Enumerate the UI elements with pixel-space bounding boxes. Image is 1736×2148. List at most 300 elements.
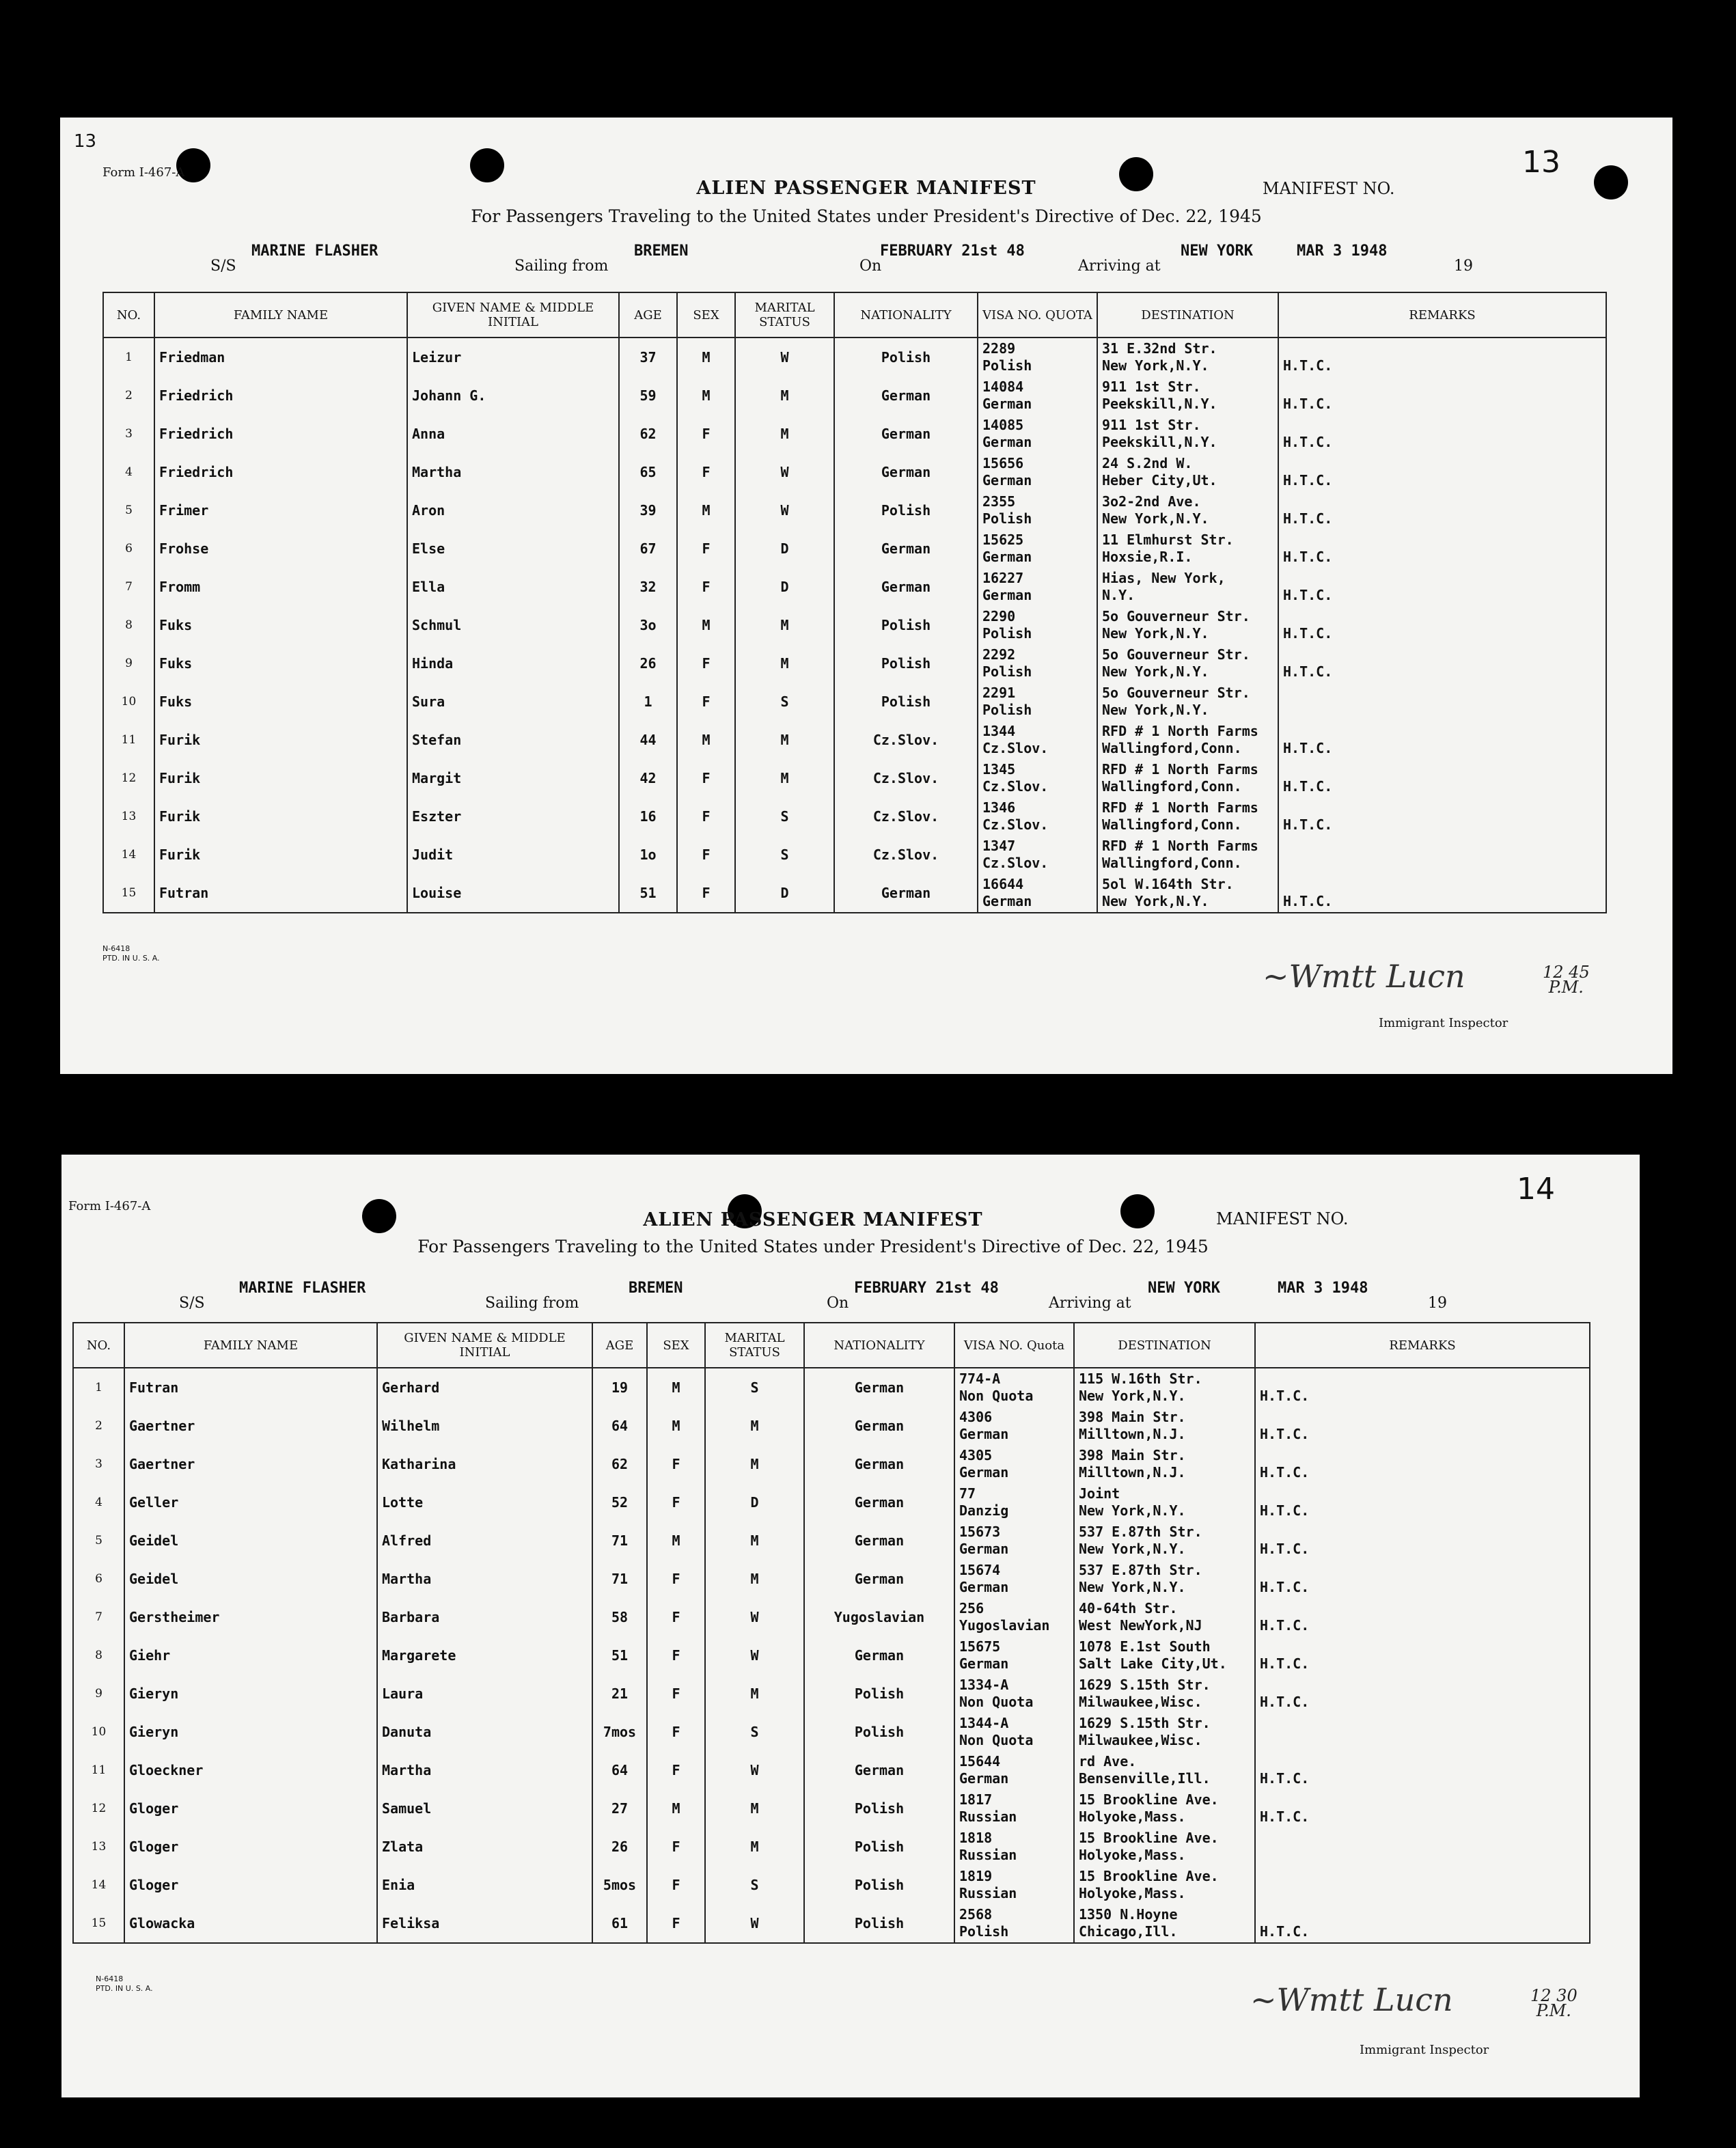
remarks-spacer xyxy=(1260,1906,1585,1923)
cell-nationality: German xyxy=(834,529,978,568)
cell-age: 51 xyxy=(592,1636,647,1675)
cell-rem: H.T.C. xyxy=(1283,510,1333,527)
manifest-number-value: 14 xyxy=(1517,1172,1555,1207)
cell-age: 42 xyxy=(619,759,677,797)
cell-destination xyxy=(1097,836,1278,874)
cell-quota: Russian xyxy=(959,1847,1017,1863)
cell-sex: F xyxy=(647,1483,705,1522)
cell-family: Friedrich xyxy=(154,453,407,491)
cell-quota: Polish xyxy=(982,663,1032,680)
table-row xyxy=(103,836,1606,874)
cell-quota: Polish xyxy=(982,625,1032,642)
cell-marital: M xyxy=(735,606,834,644)
cell-visa xyxy=(954,1828,1074,1866)
cell-given: Leizur xyxy=(407,338,619,376)
cell-age: 21 xyxy=(592,1675,647,1713)
cell-visa: 16227 xyxy=(982,570,1024,586)
cell-destination xyxy=(1097,606,1278,644)
cell-no: 8 xyxy=(73,1636,124,1675)
remarks-spacer xyxy=(1283,876,1601,893)
cell-dest1: 398 Main Str. xyxy=(1079,1447,1186,1463)
cell-marital: M xyxy=(705,1560,804,1598)
cell-age: 39 xyxy=(619,491,677,529)
cell-remarks xyxy=(1255,1713,1590,1751)
cell-nationality: German xyxy=(804,1407,954,1445)
remarks-spacer xyxy=(1260,1753,1585,1770)
table-body xyxy=(103,338,1606,913)
cell-family: Gloeckner xyxy=(124,1751,377,1789)
cell-destination xyxy=(1074,1866,1255,1904)
cell-dest1: 1629 S.15th Str. xyxy=(1079,1715,1211,1731)
cell-sex: F xyxy=(677,415,735,453)
cell-age: 67 xyxy=(619,529,677,568)
cell-nationality: Polish xyxy=(804,1675,954,1713)
cell-rem: H.T.C. xyxy=(1260,1388,1310,1404)
arrive-date: MAR 3 1948 xyxy=(1297,243,1388,260)
cell-destination xyxy=(1074,1675,1255,1713)
column-header: SEX xyxy=(677,292,735,338)
cell-sex: F xyxy=(677,874,735,913)
cell-visa: 1347 xyxy=(982,838,1016,854)
cell-no: 10 xyxy=(103,683,154,721)
column-header: SEX xyxy=(647,1323,705,1368)
cell-family: Gieryn xyxy=(124,1675,377,1713)
remarks-spacer xyxy=(1283,608,1601,625)
cell-no: 14 xyxy=(73,1866,124,1904)
cell-visa xyxy=(978,683,1097,721)
cell-given: Margarete xyxy=(377,1636,592,1675)
cell-marital: S xyxy=(735,797,834,836)
signing-time xyxy=(1530,1988,1577,2018)
cell-dest1: 5o Gouverneur Str. xyxy=(1102,646,1250,663)
cell-sex: F xyxy=(647,1866,705,1904)
sailing-from: BREMEN xyxy=(634,243,689,260)
cell-nationality: German xyxy=(804,1368,954,1407)
cell-dest2: Milwaukee,Wisc. xyxy=(1079,1694,1202,1710)
cell-dest1: 15 Brookline Ave. xyxy=(1079,1868,1219,1884)
cell-sex: F xyxy=(647,1598,705,1636)
cell-given: Eszter xyxy=(407,797,619,836)
cell-visa: 1344-A xyxy=(959,1715,1009,1731)
cell-marital: M xyxy=(705,1522,804,1560)
cell-marital: M xyxy=(705,1828,804,1866)
cell-remarks xyxy=(1278,529,1606,568)
cell-visa: 1819 xyxy=(959,1868,993,1884)
cell-age: 1 xyxy=(619,683,677,721)
cell-no: 4 xyxy=(73,1483,124,1522)
column-header: MARITAL STATUS xyxy=(705,1323,804,1368)
cell-sex: F xyxy=(677,836,735,874)
cell-no: 3 xyxy=(73,1445,124,1483)
inspector-signature: ~​​Wm​​​​tt Lucn xyxy=(1263,958,1465,995)
table-row xyxy=(103,644,1606,683)
cell-dest2: New York,N.Y. xyxy=(1102,357,1209,374)
cell-destination xyxy=(1074,1713,1255,1751)
cell-visa xyxy=(978,415,1097,453)
cell-nationality: German xyxy=(834,568,978,606)
manifest-sheet-14 xyxy=(61,1155,1640,2097)
cell-marital: W xyxy=(705,1904,804,1943)
cell-rem: H.T.C. xyxy=(1260,1502,1310,1519)
cell-sex: F xyxy=(647,1560,705,1598)
cell-nationality: Cz.Slov. xyxy=(834,797,978,836)
cell-given: Else xyxy=(407,529,619,568)
cell-quota: German xyxy=(982,587,1032,603)
cell-dest2: Peekskill,N.Y. xyxy=(1102,396,1217,412)
cell-age: 26 xyxy=(619,644,677,683)
remarks-spacer xyxy=(1283,340,1601,357)
cell-dest1: 24 S.2nd W. xyxy=(1102,455,1193,471)
cell-given: Gerhard xyxy=(377,1368,592,1407)
cell-family: Gaertner xyxy=(124,1407,377,1445)
cell-remarks xyxy=(1278,836,1606,874)
cell-marital: W xyxy=(705,1751,804,1789)
cell-age: 26 xyxy=(592,1828,647,1866)
cell-nationality: Polish xyxy=(834,491,978,529)
cell-quota: German xyxy=(982,396,1032,412)
cell-given: Aron xyxy=(407,491,619,529)
cell-quota: German xyxy=(959,1655,1009,1672)
cell-quota: German xyxy=(982,472,1032,488)
cell-family: Geidel xyxy=(124,1522,377,1560)
cell-nationality: Polish xyxy=(834,338,978,376)
cell-given: Samuel xyxy=(377,1789,592,1828)
column-header: MARITAL STATUS xyxy=(735,292,834,338)
table-row xyxy=(73,1904,1590,1943)
cell-family: Futran xyxy=(124,1368,377,1407)
cell-rem: H.T.C. xyxy=(1283,549,1333,565)
cell-sex: F xyxy=(677,529,735,568)
cell-remarks xyxy=(1278,606,1606,644)
cell-nationality: German xyxy=(804,1636,954,1675)
cell-nationality: German xyxy=(834,453,978,491)
cell-rem: H.T.C. xyxy=(1260,1579,1310,1595)
cell-visa: 15674 xyxy=(959,1562,1001,1578)
cell-sex: F xyxy=(677,568,735,606)
corner-mark: 13 xyxy=(74,131,97,152)
cell-dest1: 11 Elmhurst Str. xyxy=(1102,532,1234,548)
voyage-line xyxy=(61,1280,1640,1315)
cell-given: Stefan xyxy=(407,721,619,759)
table-row xyxy=(73,1445,1590,1483)
cell-no: 15 xyxy=(73,1904,124,1943)
cell-dest1: 15 Brookline Ave. xyxy=(1079,1791,1219,1808)
cell-quota: Danzig xyxy=(959,1502,1009,1519)
printer-code-line1: N-6418 xyxy=(96,1974,124,1983)
cell-no: 11 xyxy=(103,721,154,759)
cell-age: 32 xyxy=(619,568,677,606)
column-header: REMARKS xyxy=(1278,292,1606,338)
table-row xyxy=(73,1636,1590,1675)
cell-no: 8 xyxy=(103,606,154,644)
cell-visa xyxy=(978,836,1097,874)
cell-no: 2 xyxy=(73,1407,124,1445)
passenger-table xyxy=(102,292,1607,913)
cell-sex: F xyxy=(647,1904,705,1943)
cell-rem: H.T.C. xyxy=(1283,663,1333,680)
cell-remarks xyxy=(1278,874,1606,913)
cell-given: Martha xyxy=(407,453,619,491)
on-label: On xyxy=(859,258,882,275)
cell-no: 5 xyxy=(73,1522,124,1560)
cell-quota: German xyxy=(959,1426,1009,1442)
cell-remarks xyxy=(1278,644,1606,683)
cell-quota: German xyxy=(959,1770,1009,1787)
cell-sex: F xyxy=(677,644,735,683)
cell-visa xyxy=(954,1636,1074,1675)
cell-age: 65 xyxy=(619,453,677,491)
cell-remarks xyxy=(1278,376,1606,415)
column-header: NO. xyxy=(73,1323,124,1368)
remarks-spacer xyxy=(1260,1877,1585,1894)
cell-visa xyxy=(954,1751,1074,1789)
cell-family: Fromm xyxy=(154,568,407,606)
cell-family: Futran xyxy=(154,874,407,913)
cell-sex: M xyxy=(677,606,735,644)
remarks-spacer xyxy=(1283,532,1601,549)
signing-time-suffix: P.M. xyxy=(1548,978,1584,997)
cell-dest2: Holyoke,Mass. xyxy=(1079,1885,1186,1901)
cell-remarks xyxy=(1278,759,1606,797)
cell-age: 58 xyxy=(592,1598,647,1636)
cell-visa: 15656 xyxy=(982,455,1024,471)
cell-family: Gaertner xyxy=(124,1445,377,1483)
cell-age: 62 xyxy=(592,1445,647,1483)
signing-time-value: 12 30 xyxy=(1530,1986,1577,2005)
column-header: VISA NO. Quota xyxy=(954,1323,1074,1368)
cell-visa: 14084 xyxy=(982,378,1024,395)
cell-rem: H.T.C. xyxy=(1283,587,1333,603)
cell-sex: F xyxy=(647,1675,705,1713)
cell-rem: H.T.C. xyxy=(1283,625,1333,642)
signing-time xyxy=(1543,965,1590,995)
subtitle: For Passengers Traveling to the United States under President's Directive of Dec. 22, 1945 xyxy=(471,206,1262,226)
cell-quota: Cz.Slov. xyxy=(982,855,1049,871)
ss-label: S/S xyxy=(210,258,236,275)
cell-dest1: Hias, New York, xyxy=(1102,570,1226,586)
cell-marital: S xyxy=(705,1368,804,1407)
cell-nationality: German xyxy=(834,415,978,453)
cell-dest2: N.Y. xyxy=(1102,587,1135,603)
cell-given: Martha xyxy=(377,1560,592,1598)
year-label: 19 xyxy=(1454,258,1473,275)
cell-dest1: rd Ave. xyxy=(1079,1753,1137,1770)
table-row xyxy=(73,1368,1590,1407)
table-row xyxy=(73,1828,1590,1866)
cell-visa: 16644 xyxy=(982,876,1024,892)
cell-dest2: New York,N.Y. xyxy=(1102,893,1209,909)
column-header: AGE xyxy=(592,1323,647,1368)
cell-quota: German xyxy=(982,434,1032,450)
cell-sex: M xyxy=(647,1522,705,1560)
cell-destination xyxy=(1074,1636,1255,1675)
cell-dest1: 537 E.87th Str. xyxy=(1079,1562,1202,1578)
cell-sex: F xyxy=(677,683,735,721)
table-row xyxy=(73,1713,1590,1751)
cell-no: 12 xyxy=(103,759,154,797)
cell-nationality: Cz.Slov. xyxy=(834,721,978,759)
column-header: NATIONALITY xyxy=(804,1323,954,1368)
cell-dest1: 3o2-2nd Ave. xyxy=(1102,493,1201,510)
cell-dest1: Joint xyxy=(1079,1485,1120,1502)
cell-family: Frimer xyxy=(154,491,407,529)
cell-dest1: 1350 N.Hoyne xyxy=(1079,1906,1178,1923)
cell-no: 13 xyxy=(73,1828,124,1866)
ship-name: MARINE FLASHER xyxy=(251,243,378,260)
cell-visa: 14085 xyxy=(982,417,1024,433)
cell-sex: F xyxy=(677,453,735,491)
remarks-spacer xyxy=(1283,417,1601,434)
column-header: REMARKS xyxy=(1255,1323,1590,1368)
cell-given: Zlata xyxy=(377,1828,592,1866)
signing-time-suffix: P.M. xyxy=(1536,2001,1571,2020)
cell-given: Wilhelm xyxy=(377,1407,592,1445)
cell-age: 1o xyxy=(619,836,677,874)
cell-dest2: West NewYork,NJ xyxy=(1079,1617,1202,1634)
cell-nationality: German xyxy=(834,376,978,415)
cell-remarks xyxy=(1278,415,1606,453)
cell-family: Furik xyxy=(154,759,407,797)
cell-dest1: 31 E.32nd Str. xyxy=(1102,340,1217,357)
remarks-spacer xyxy=(1283,693,1601,711)
cell-given: Louise xyxy=(407,874,619,913)
cell-destination xyxy=(1097,568,1278,606)
cell-age: 62 xyxy=(619,415,677,453)
cell-remarks xyxy=(1255,1828,1590,1866)
manifest-number xyxy=(1263,179,1395,198)
cell-dest1: 398 Main Str. xyxy=(1079,1409,1186,1425)
cell-visa: 256 xyxy=(959,1600,984,1616)
cell-rem: H.T.C. xyxy=(1260,1541,1310,1557)
cell-given: Lotte xyxy=(377,1483,592,1522)
cell-rem: H.T.C. xyxy=(1283,893,1333,909)
cell-age: 52 xyxy=(592,1483,647,1522)
remarks-spacer xyxy=(1283,570,1601,587)
printer-code-line2: PTD. IN U. S. A. xyxy=(96,1984,153,1993)
cell-visa xyxy=(954,1522,1074,1560)
table-row xyxy=(73,1789,1590,1828)
cell-dest2: New York,N.Y. xyxy=(1102,702,1209,718)
cell-no: 1 xyxy=(73,1368,124,1407)
cell-dest1: 115 W.16th Str. xyxy=(1079,1371,1202,1387)
cell-remarks xyxy=(1255,1368,1590,1407)
cell-nationality: Yugoslavian xyxy=(804,1598,954,1636)
cell-marital: S xyxy=(735,836,834,874)
cell-sex: F xyxy=(647,1713,705,1751)
table-row xyxy=(103,797,1606,836)
cell-visa xyxy=(954,1789,1074,1828)
cell-quota: Cz.Slov. xyxy=(982,816,1049,833)
cell-visa: 15625 xyxy=(982,532,1024,548)
cell-destination xyxy=(1097,376,1278,415)
ss-label: S/S xyxy=(179,1295,205,1312)
column-header: AGE xyxy=(619,292,677,338)
arriving-at: NEW YORK xyxy=(1148,1280,1220,1297)
cell-visa: 4306 xyxy=(959,1409,993,1425)
cell-destination xyxy=(1097,415,1278,453)
cell-nationality: Polish xyxy=(834,644,978,683)
cell-visa: 1344 xyxy=(982,723,1016,739)
table-row xyxy=(73,1866,1590,1904)
cell-given: Sura xyxy=(407,683,619,721)
column-header: NO. xyxy=(103,292,154,338)
cell-given: Judit xyxy=(407,836,619,874)
cell-no: 3 xyxy=(103,415,154,453)
manifest-number xyxy=(1216,1209,1349,1228)
cell-dest2: Holyoke,Mass. xyxy=(1079,1847,1186,1863)
cell-rem: H.T.C. xyxy=(1283,357,1333,374)
cell-rem: H.T.C. xyxy=(1260,1617,1310,1634)
cell-visa xyxy=(954,1713,1074,1751)
cell-quota: German xyxy=(982,893,1032,909)
cell-destination xyxy=(1074,1445,1255,1483)
cell-quota: Polish xyxy=(982,510,1032,527)
cell-age: 27 xyxy=(592,1789,647,1828)
cell-visa xyxy=(978,338,1097,376)
cell-rem: H.T.C. xyxy=(1260,1655,1310,1672)
column-header: DESTINATION xyxy=(1097,292,1278,338)
cell-remarks xyxy=(1255,1522,1590,1560)
cell-visa: 2355 xyxy=(982,493,1016,510)
cell-marital: W xyxy=(735,491,834,529)
cell-age: 44 xyxy=(619,721,677,759)
cell-sex: M xyxy=(647,1789,705,1828)
table-row xyxy=(73,1751,1590,1789)
page-title: ALIEN PASSENGER MANIFEST xyxy=(696,178,1036,199)
cell-dest2: Wallingford,Conn. xyxy=(1102,816,1242,833)
cell-dest2: Holyoke,Mass. xyxy=(1079,1808,1186,1825)
cell-given: Laura xyxy=(377,1675,592,1713)
column-header: FAMILY NAME xyxy=(124,1323,377,1368)
table-row xyxy=(73,1675,1590,1713)
cell-dest2: Hoxsie,R.I. xyxy=(1102,549,1193,565)
cell-rem: H.T.C. xyxy=(1260,1694,1310,1710)
cell-dest1: 5ol W.164th Str. xyxy=(1102,876,1234,892)
manifest-sheet-13 xyxy=(60,118,1672,1074)
cell-quota: German xyxy=(959,1541,1009,1557)
cell-nationality: German xyxy=(804,1560,954,1598)
cell-remarks xyxy=(1255,1407,1590,1445)
cell-quota: German xyxy=(982,549,1032,565)
cell-rem: H.T.C. xyxy=(1283,778,1333,795)
manifest-label: MANIFEST NO. xyxy=(1216,1209,1349,1228)
cell-destination xyxy=(1074,1368,1255,1407)
cell-marital: M xyxy=(705,1789,804,1828)
cell-marital: S xyxy=(735,683,834,721)
cell-age: 51 xyxy=(619,874,677,913)
cell-family: Fuks xyxy=(154,606,407,644)
cell-marital: S xyxy=(705,1713,804,1751)
arriving-label: Arriving at xyxy=(1049,1295,1131,1312)
cell-marital: M xyxy=(735,376,834,415)
cell-given: Katharina xyxy=(377,1445,592,1483)
column-header: FAMILY NAME xyxy=(154,292,407,338)
cell-dest1: 40-64th Str. xyxy=(1079,1600,1178,1616)
passenger-table xyxy=(72,1322,1590,1944)
cell-sex: F xyxy=(647,1636,705,1675)
cell-quota: Non Quota xyxy=(959,1388,1034,1404)
cell-age: 37 xyxy=(619,338,677,376)
cell-destination xyxy=(1097,453,1278,491)
remarks-spacer xyxy=(1283,378,1601,396)
remarks-spacer xyxy=(1283,761,1601,778)
cell-no: 4 xyxy=(103,453,154,491)
cell-nationality: Polish xyxy=(804,1866,954,1904)
inspector-signature: ~Wm​tt Lucn xyxy=(1250,1981,1453,2018)
cell-remarks xyxy=(1278,568,1606,606)
cell-dest2: Wallingford,Conn. xyxy=(1102,778,1242,795)
cell-family: Furik xyxy=(154,836,407,874)
